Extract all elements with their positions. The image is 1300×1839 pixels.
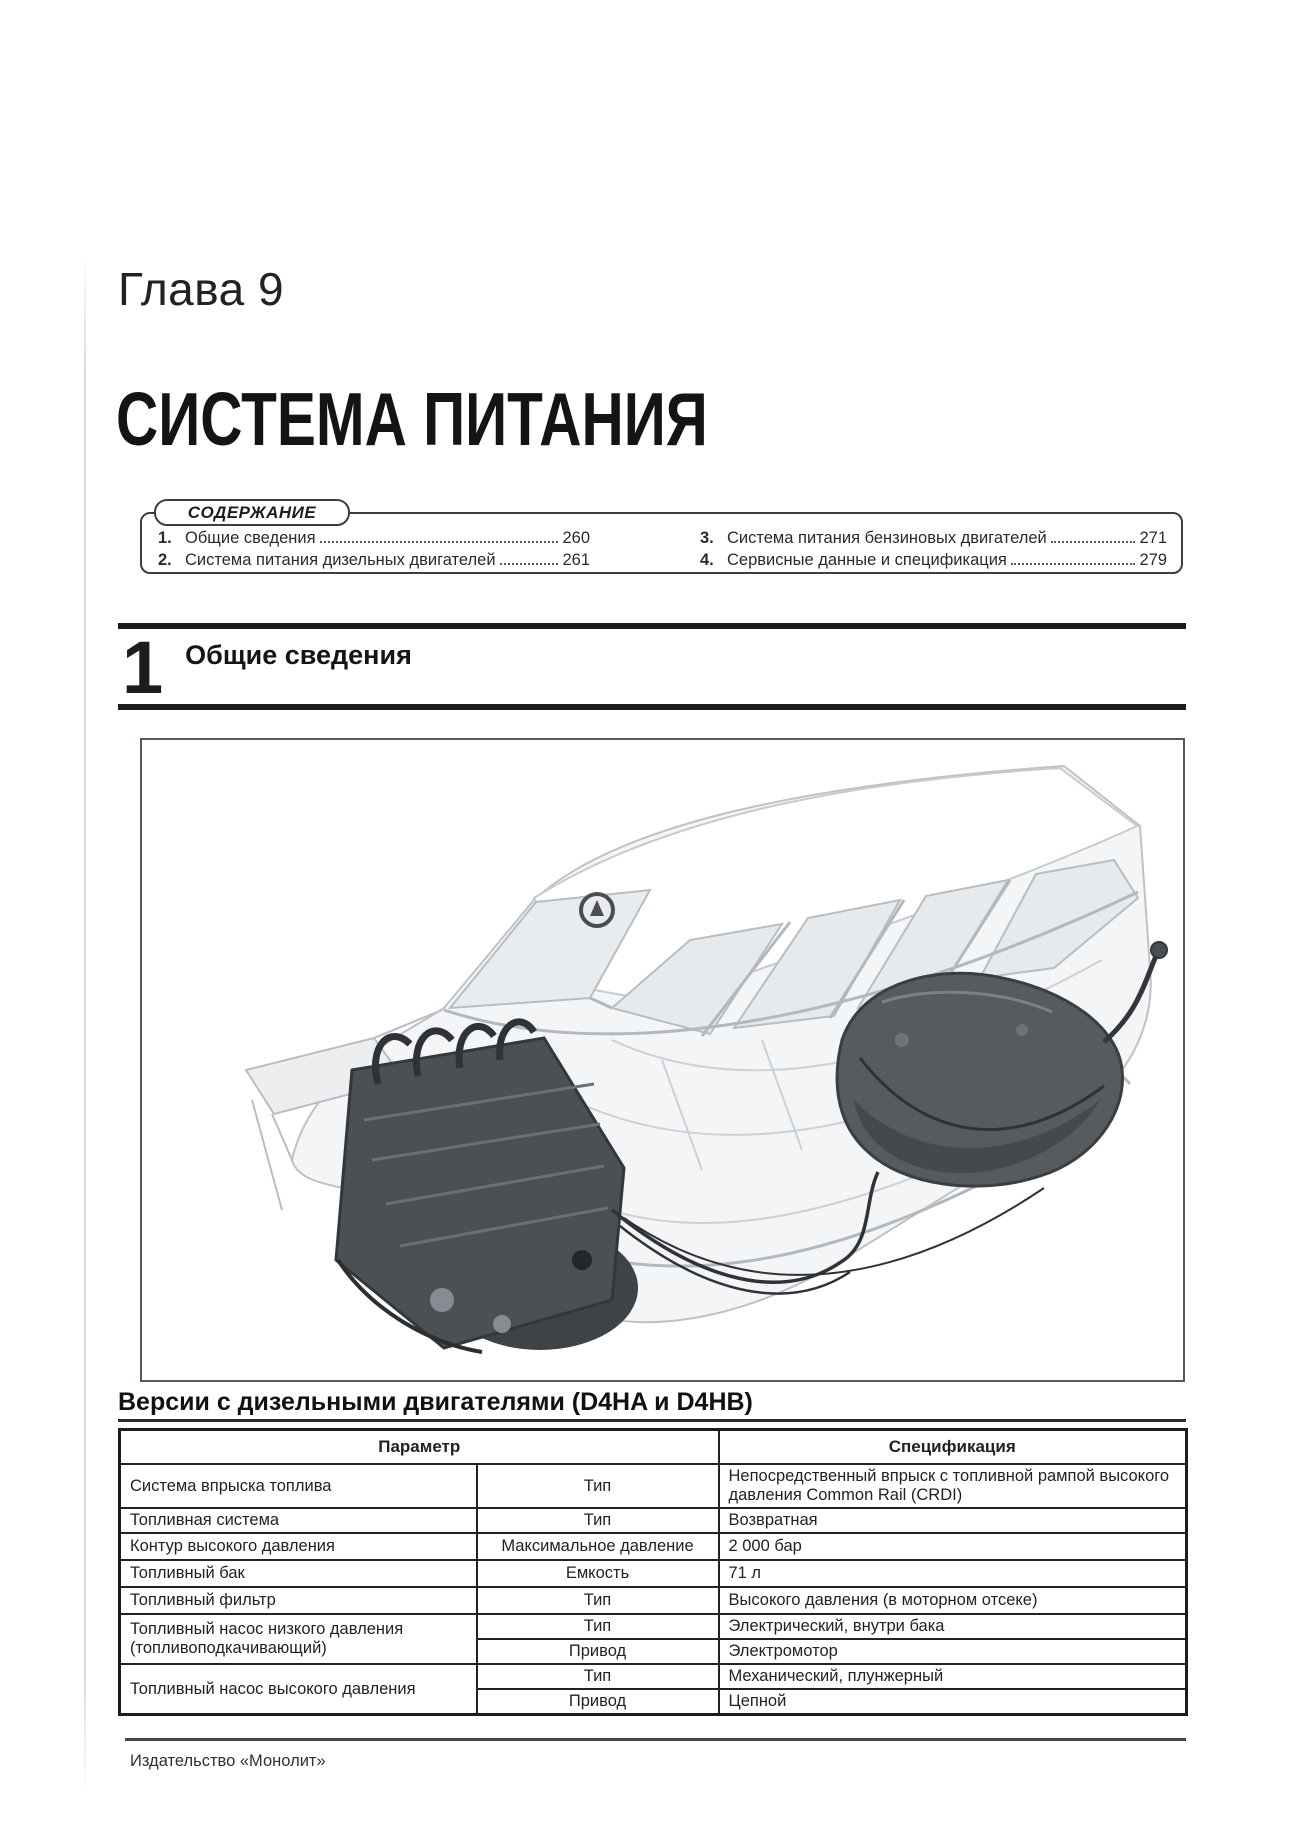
entry-label: Общие сведения bbox=[185, 529, 316, 547]
sub-param-cell: Тип bbox=[477, 1508, 719, 1533]
page-title: СИСТЕМА ПИТАНИЯ bbox=[116, 377, 708, 461]
param-cell: Топливная система bbox=[120, 1508, 477, 1533]
sub-param-cell: Тип bbox=[477, 1587, 719, 1614]
entry-page: 261 bbox=[562, 551, 590, 569]
spec-cell: 2 000 бар bbox=[719, 1533, 1187, 1560]
entry-number: 4. bbox=[700, 551, 714, 569]
contents-column-right bbox=[700, 527, 1167, 572]
sub-param-cell: Максимальное давление bbox=[477, 1533, 719, 1560]
param-cell: Система впрыска топлива bbox=[120, 1464, 477, 1508]
figure-frame bbox=[140, 738, 1185, 1382]
param-cell: Топливный насос низкого давления (топливоподкачивающий) bbox=[120, 1614, 477, 1664]
table-header-row bbox=[120, 1430, 1187, 1465]
diesel-versions-heading: Версии с дизельными двигателями (D4HA и D4HB) bbox=[118, 1388, 753, 1416]
param-cell: Топливный насос высокого давления bbox=[120, 1664, 477, 1715]
brand-emblem-icon bbox=[581, 894, 613, 926]
contents-list bbox=[142, 514, 1181, 572]
entry-label: Сервисные данные и спецификация bbox=[727, 551, 1007, 569]
spec-cell: Цепной bbox=[719, 1689, 1187, 1715]
spec-cell: Механический, плунжерный bbox=[719, 1664, 1187, 1689]
param-cell: Топливный фильтр bbox=[120, 1587, 477, 1614]
dot-leader bbox=[1011, 549, 1136, 565]
contents-entry bbox=[700, 527, 1167, 549]
table-row bbox=[120, 1614, 1187, 1639]
contents-tab-label: СОДЕРЖАНИЕ bbox=[154, 499, 350, 526]
footer-rule bbox=[125, 1738, 1186, 1741]
sub-param-cell: Емкость bbox=[477, 1560, 719, 1587]
section-title: Общие сведения bbox=[185, 640, 412, 670]
scan-edge-artifact bbox=[84, 250, 86, 1795]
param-cell: Топливный бак bbox=[120, 1560, 477, 1587]
heading-underline bbox=[118, 1419, 1186, 1422]
spec-cell: Высокого давления (в моторном отсеке) bbox=[719, 1587, 1187, 1614]
column-header-specification: Спецификация bbox=[719, 1430, 1187, 1465]
contents-entry bbox=[158, 527, 590, 549]
entry-page: 279 bbox=[1139, 551, 1167, 569]
spec-cell: Электромотор bbox=[719, 1639, 1187, 1664]
table-row bbox=[120, 1587, 1187, 1614]
section-number: 1 bbox=[122, 626, 164, 709]
entry-label: Система питания бензиновых двигателей bbox=[727, 529, 1047, 547]
table-row bbox=[120, 1508, 1187, 1533]
entry-page: 260 bbox=[562, 529, 590, 547]
spec-cell: Непосредственный впрыск с топливной рампой высокого давления Common Rail (CRDI) bbox=[719, 1464, 1187, 1508]
sub-param-cell: Привод bbox=[477, 1639, 719, 1664]
entry-number: 1. bbox=[158, 529, 172, 547]
table-row bbox=[120, 1464, 1187, 1508]
table-row bbox=[120, 1533, 1187, 1560]
sub-param-cell: Тип bbox=[477, 1614, 719, 1639]
sub-param-cell: Тип bbox=[477, 1664, 719, 1689]
sub-param-cell: Привод bbox=[477, 1689, 719, 1715]
sub-param-cell: Тип bbox=[477, 1464, 719, 1508]
chapter-heading: Глава 9 bbox=[118, 263, 285, 315]
spec-cell: Возвратная bbox=[719, 1508, 1187, 1533]
entry-number: 2. bbox=[158, 551, 172, 569]
table-row bbox=[120, 1664, 1187, 1689]
table-row bbox=[120, 1560, 1187, 1587]
contents-entry bbox=[158, 549, 590, 571]
publisher-footer: Издательство «Монолит» bbox=[130, 1752, 326, 1770]
spec-cell: 71 л bbox=[719, 1560, 1187, 1587]
dot-leader bbox=[1051, 527, 1136, 543]
dot-leader bbox=[500, 549, 559, 565]
column-header-parameter: Параметр bbox=[120, 1430, 719, 1465]
entry-number: 3. bbox=[700, 529, 714, 547]
car-body-fuel-system-illustration bbox=[142, 740, 1183, 1380]
contents-column-left bbox=[158, 527, 590, 572]
contents-entry bbox=[700, 549, 1167, 571]
specification-table bbox=[118, 1428, 1188, 1716]
spec-cell: Электрический, внутри бака bbox=[719, 1614, 1187, 1639]
entry-page: 271 bbox=[1139, 529, 1167, 547]
entry-label: Система питания дизельных двигателей bbox=[185, 551, 496, 569]
param-cell: Контур высокого давления bbox=[120, 1533, 477, 1560]
contents-box bbox=[140, 502, 1183, 574]
section-header bbox=[118, 623, 1186, 710]
dot-leader bbox=[320, 527, 559, 543]
